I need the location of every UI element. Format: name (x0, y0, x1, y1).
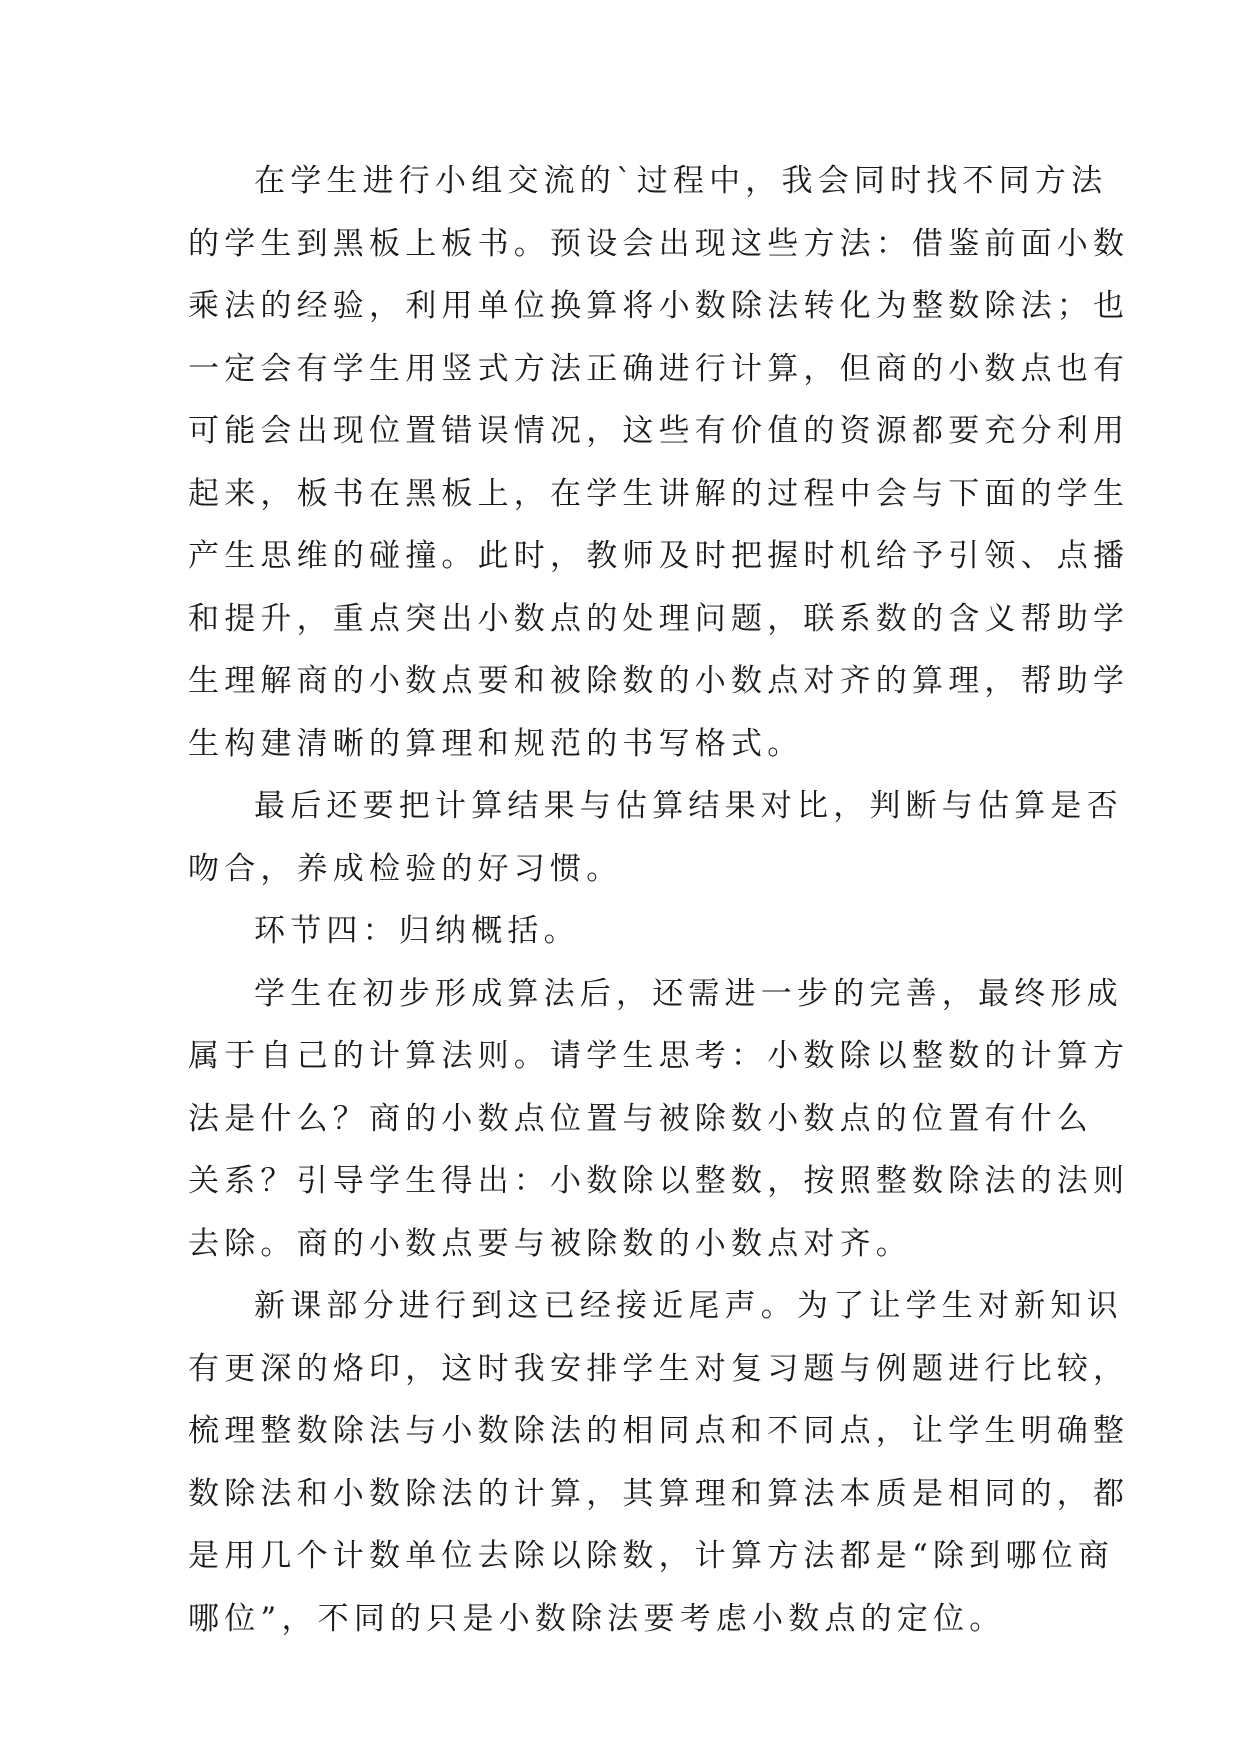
paragraph-compare-estimate (188, 775, 1123, 900)
section-heading-step-four (188, 900, 1050, 963)
text-line: 在学生进行小组交流的`过程中，我会同时找不同方法 (254, 163, 1108, 199)
text-line: 可能会出现位置错误情况，这些有价值的资源都要充分利用 (188, 413, 1130, 449)
text-line: 有更深的烙印，这时我安排学生对复习题与例题进行比较， (188, 1350, 1130, 1387)
text-line: 乘法的经验，利用单位换算将小数除法转化为整数除法；也 (188, 288, 1130, 324)
text-line: 环节四：归纳概括。 (254, 913, 580, 949)
text-line: 关系？引导学生得出：小数除以整数，按照整数除法的法则 (188, 1163, 1130, 1199)
text-line: 数除法和小数除法的计算，其算理和算法本质是相同的，都 (188, 1475, 1130, 1512)
text-line: 去除。商的小数点要与被除数的小数点对齐。 (188, 1225, 912, 1262)
text-line: 起来，板书在黑板上，在学生讲解的过程中会与下面的学生 (188, 475, 1130, 512)
text-line: 最后还要把计算结果与估算结果对比，判断与估算是否 (254, 788, 1123, 824)
document-body (188, 150, 1130, 1650)
text-line: 的学生到黑板上板书。预设会出现这些方法：借鉴前面小数 (188, 225, 1130, 262)
text-line: 生构建清晰的算理和规范的书写格式。 (188, 725, 804, 762)
text-line: 吻合，养成检验的好习惯。 (188, 850, 623, 887)
text-line: 生理解商的小数点要和被除数的小数点对齐的算理，帮助学 (188, 663, 1130, 699)
text-line: 哪位”，不同的只是小数除法要考虑小数点的定位。 (188, 1600, 1006, 1637)
text-line: 学生在初步形成算法后，还需进一步的完善，最终形成 (254, 975, 1123, 1012)
text-line: 一定会有学生用竖式方法正确进行计算，但商的小数点也有 (188, 350, 1130, 387)
text-line: 是用几个计数单位去除以除数，计算方法都是“除到哪位商 (188, 1538, 1115, 1574)
text-line: 和提升，重点突出小数点的处理问题，联系数的含义帮助学 (188, 600, 1130, 637)
text-line: 法是什么？商的小数点位置与被除数小数点的位置有什么 (188, 1100, 1093, 1137)
text-line: 产生思维的碰撞。此时，教师及时把握时机给予引领、点播 (188, 538, 1130, 574)
text-line: 属于自己的计算法则。请学生思考：小数除以整数的计算方 (188, 1038, 1130, 1074)
paragraph-summarize-rule (188, 963, 1130, 1276)
paragraph-group-discussion (188, 150, 1130, 775)
text-line: 新课部分进行到这已经接近尾声。为了让学生对新知识 (254, 1288, 1123, 1324)
paragraph-new-lesson-end (188, 1275, 1130, 1650)
text-line: 梳理整数除法与小数除法的相同点和不同点，让学生明确整 (188, 1413, 1130, 1449)
